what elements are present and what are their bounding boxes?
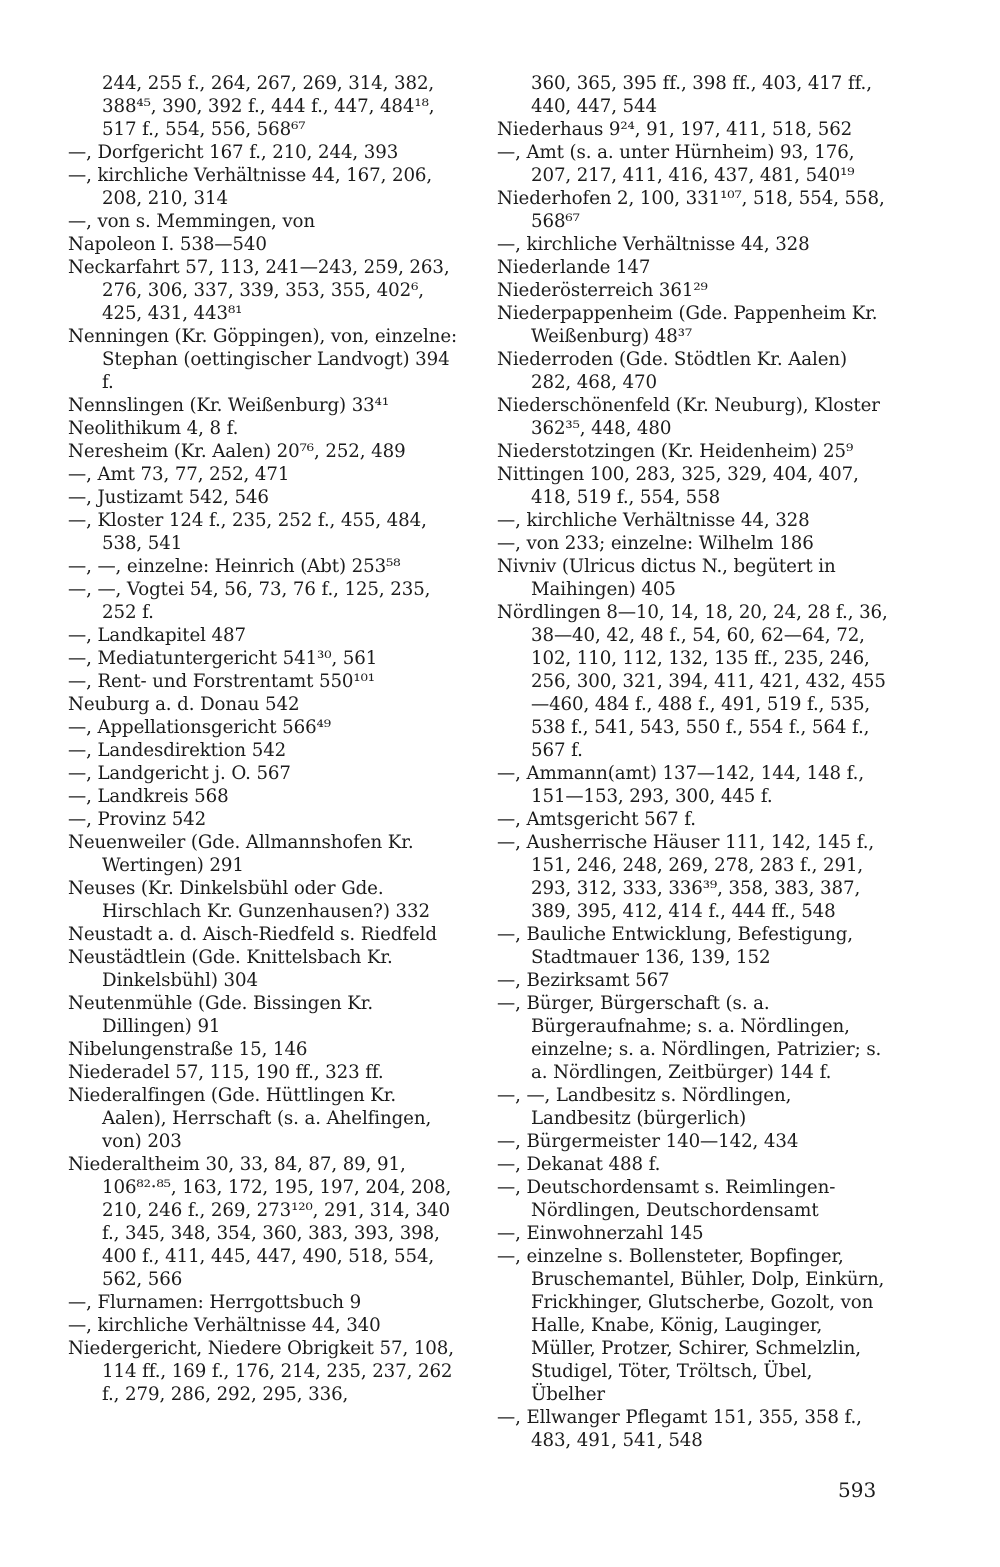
index-entry: —, Einwohnerzahl 145 — [497, 1223, 704, 1244]
index-entry: Niederhaus 9²⁴, 91, 197, 411, 518, 562 — [497, 119, 853, 140]
index-entry: Neuburg a. d. Donau 542 — [68, 694, 300, 715]
index-entry: Neuenweiler (Gde. Allmannshofen Kr. Wertingen) 291 — [68, 832, 414, 876]
left-column — [68, 72, 460, 1406]
index-entry: Neutenmühle (Gde. Bissingen Kr. Dillingen) 91 — [68, 993, 374, 1037]
index-entry: —, von 233; einzelne: Wilhelm 186 — [497, 533, 814, 554]
index-entry: Niederpappenheim (Gde. Pappenheim Kr. Weißenburg) 48³⁷ — [497, 303, 878, 347]
index-entry: —, Amtsgericht 567 f. — [497, 809, 696, 830]
index-entry: Nittingen 100, 283, 325, 329, 404, 407, 418, 519 f., 554, 558 — [497, 464, 859, 508]
index-entry: —, Ellwanger Pflegamt 151, 355, 358 f., 483, 491, 541, 548 — [497, 1407, 862, 1451]
index-entry: —, —, Landbesitz s. Nördlingen, Landbesitz (bürgerlich) — [497, 1085, 792, 1129]
index-entry: —, Landesdirektion 542 — [68, 740, 287, 761]
index-entry: —, Justizamt 542, 546 — [68, 487, 269, 508]
index-entry: Neustädtlein (Gde. Knittelsbach Kr. Dinkelsbühl) 304 — [68, 947, 393, 991]
index-entry: Neuses (Kr. Dinkelsbühl oder Gde. Hirschlach Kr. Gunzenhausen?) 332 — [68, 878, 430, 922]
index-entry: —, von s. Memmingen, von — [68, 211, 315, 232]
index-entry: 244, 255 f., 264, 267, 269, 314, 382, 388⁴⁵, 390, 392 f., 444 f., 447, 484¹⁸, 517 f., 554, 556, 568⁶⁷ — [102, 73, 435, 140]
index-entry: Niederstotzingen (Kr. Heidenheim) 25⁹ — [497, 441, 854, 462]
index-entry: —, Dorfgericht 167 f., 210, 244, 393 — [68, 142, 399, 163]
index-entry: Niederalfingen (Gde. Hüttlingen Kr. Aalen), Herrschaft (s. a. Ahelfingen, von) 203 — [68, 1085, 432, 1152]
index-entry: —, Amt 73, 77, 252, 471 — [68, 464, 290, 485]
index-entry: —, Landgericht j. O. 567 — [68, 763, 291, 784]
index-entry: —, kirchliche Verhältnisse 44, 328 — [497, 234, 810, 255]
index-entry: Napoleon I. 538—540 — [68, 234, 267, 255]
index-entry: —, einzelne s. Bollensteter, Bopfinger, Bruschemantel, Bühler, Dolp, Einkürn, Frickhinger, Glutscherbe, Gozolt, von Halle, Knabe, König, Lauginger, Müller, Protzer, Schirer, Schmelzlin, Studigel, Töter, Tröltsch, Übel, Übelher — [497, 1246, 885, 1405]
index-entry: —, kirchliche Verhältnisse 44, 167, 206, 208, 210, 314 — [68, 165, 433, 209]
index-entry: Neolithikum 4, 8 f. — [68, 418, 239, 439]
index-entry: —, kirchliche Verhältnisse 44, 340 — [68, 1315, 381, 1336]
index-entry: —, Bürger, Bürgerschaft (s. a. Bürgeraufnahme; s. a. Nördlingen, einzelne; s. a. Nördlingen, Patrizier; s. a. Nördlingen, Zeitbürger) 144 f. — [497, 993, 882, 1083]
index-entry: Niedergericht, Niedere Obrigkeit 57, 108, 114 ff., 169 f., 176, 214, 235, 237, 262 f., 279, 286, 292, 295, 336, — [68, 1338, 454, 1405]
index-entry: Nennslingen (Kr. Weißenburg) 33⁴¹ — [68, 395, 390, 416]
index-entry: —, —, Vogtei 54, 56, 73, 76 f., 125, 235, 252 f. — [68, 579, 431, 623]
index-entry: Niederlande 147 — [497, 257, 651, 278]
index-entry: —, Kloster 124 f., 235, 252 f., 455, 484, 538, 541 — [68, 510, 427, 554]
page-number: 593 — [838, 1478, 877, 1502]
index-entry: Niederadel 57, 115, 190 ff., 323 ff. — [68, 1062, 384, 1083]
index-entry: —, Bürgermeister 140—142, 434 — [497, 1131, 799, 1152]
index-entry: —, Dekanat 488 f. — [497, 1154, 661, 1175]
index-entry: —, Bezirksamt 567 — [497, 970, 670, 991]
index-entry: —, Landkreis 568 — [68, 786, 229, 807]
index-entry: Neresheim (Kr. Aalen) 20⁷⁶, 252, 489 — [68, 441, 406, 462]
index-entry: —, Mediatuntergericht 541³⁰, 561 — [68, 648, 378, 669]
index-entry: —, —, einzelne: Heinrich (Abt) 253⁵⁸ — [68, 556, 401, 577]
index-entry: Nibelungenstraße 15, 146 — [68, 1039, 308, 1060]
index-entry: —, Rent- und Forstrentamt 550¹⁰¹ — [68, 671, 375, 692]
index-entry: —, Landkapitel 487 — [68, 625, 246, 646]
index-entry: —, Deutschordensamt s. Reimlingen-Nördlingen, Deutschordensamt — [497, 1177, 836, 1221]
index-entry: —, Flurnamen: Herrgottsbuch 9 — [68, 1292, 362, 1313]
index-entry: Nivniv (Ulricus dictus N., begütert in Maihingen) 405 — [497, 556, 836, 600]
index-entry: Nördlingen 8—10, 14, 18, 20, 24, 28 f., 36, 38—40, 42, 48 f., 54, 60, 62—64, 72, 102, 110, 112, 132, 135 ff., 235, 246, 256, 300, 321, 394, 411, 421, 432, 455—460, 484 f., 488 f., 491, 519 f., 535, 538 f., 541, 543, 550 f., 554 f., 564 f., 567 f. — [497, 602, 888, 761]
index-entry: —, Ammann(amt) 137—142, 144, 148 f., 151—153, 293, 300, 445 f. — [497, 763, 865, 807]
index-entry: —, Bauliche Entwicklung, Befestigung, Stadtmauer 136, 139, 152 — [497, 924, 853, 968]
index-entry: 360, 365, 395 ff., 398 ff., 403, 417 ff., 440, 447, 544 — [531, 73, 872, 117]
index-entry: Niederösterreich 361²⁹ — [497, 280, 708, 301]
index-entry: Niederhofen 2, 100, 331¹⁰⁷, 518, 554, 558, 568⁶⁷ — [497, 188, 885, 232]
index-entry: Niederschönenfeld (Kr. Neuburg), Kloster 362³⁵, 448, 480 — [497, 395, 880, 439]
index-entry: Neckarfahrt 57, 113, 241—243, 259, 263, 276, 306, 337, 339, 353, 355, 402⁶, 425, 431, 443⁸¹ — [68, 257, 450, 324]
index-entry: —, kirchliche Verhältnisse 44, 328 — [497, 510, 810, 531]
index-entry: Neustadt a. d. Aisch-Riedfeld s. Riedfeld — [68, 924, 437, 945]
right-column — [497, 72, 889, 1452]
index-entry: Niederroden (Gde. Stödtlen Kr. Aalen) 282, 468, 470 — [497, 349, 847, 393]
index-entry: —, Ausherrische Häuser 111, 142, 145 f., 151, 246, 248, 269, 278, 283 f., 291, 293, 312, 333, 336³⁹, 358, 383, 387, 389, 395, 412, 414 f., 444 ff., 548 — [497, 832, 875, 922]
index-entry: Niederaltheim 30, 33, 84, 87, 89, 91, 106⁸²·⁸⁵, 163, 172, 195, 197, 204, 208, 210, 246 f., 269, 273¹²⁰, 291, 314, 340 f., 345, 348, 354, 360, 383, 393, 398, 400 f., 411, 445, 447, 490, 518, 554, 562, 566 — [68, 1154, 452, 1290]
index-entry: —, Provinz 542 — [68, 809, 207, 830]
index-entry: —, Amt (s. a. unter Hürnheim) 93, 176, 207, 217, 411, 416, 437, 481, 540¹⁹ — [497, 142, 855, 186]
index-entry: —, Appellationsgericht 566⁴⁹ — [68, 717, 331, 738]
index-entry: Nenningen (Kr. Göppingen), von, einzelne: Stephan (oettingischer Landvogt) 394 f. — [68, 326, 458, 393]
